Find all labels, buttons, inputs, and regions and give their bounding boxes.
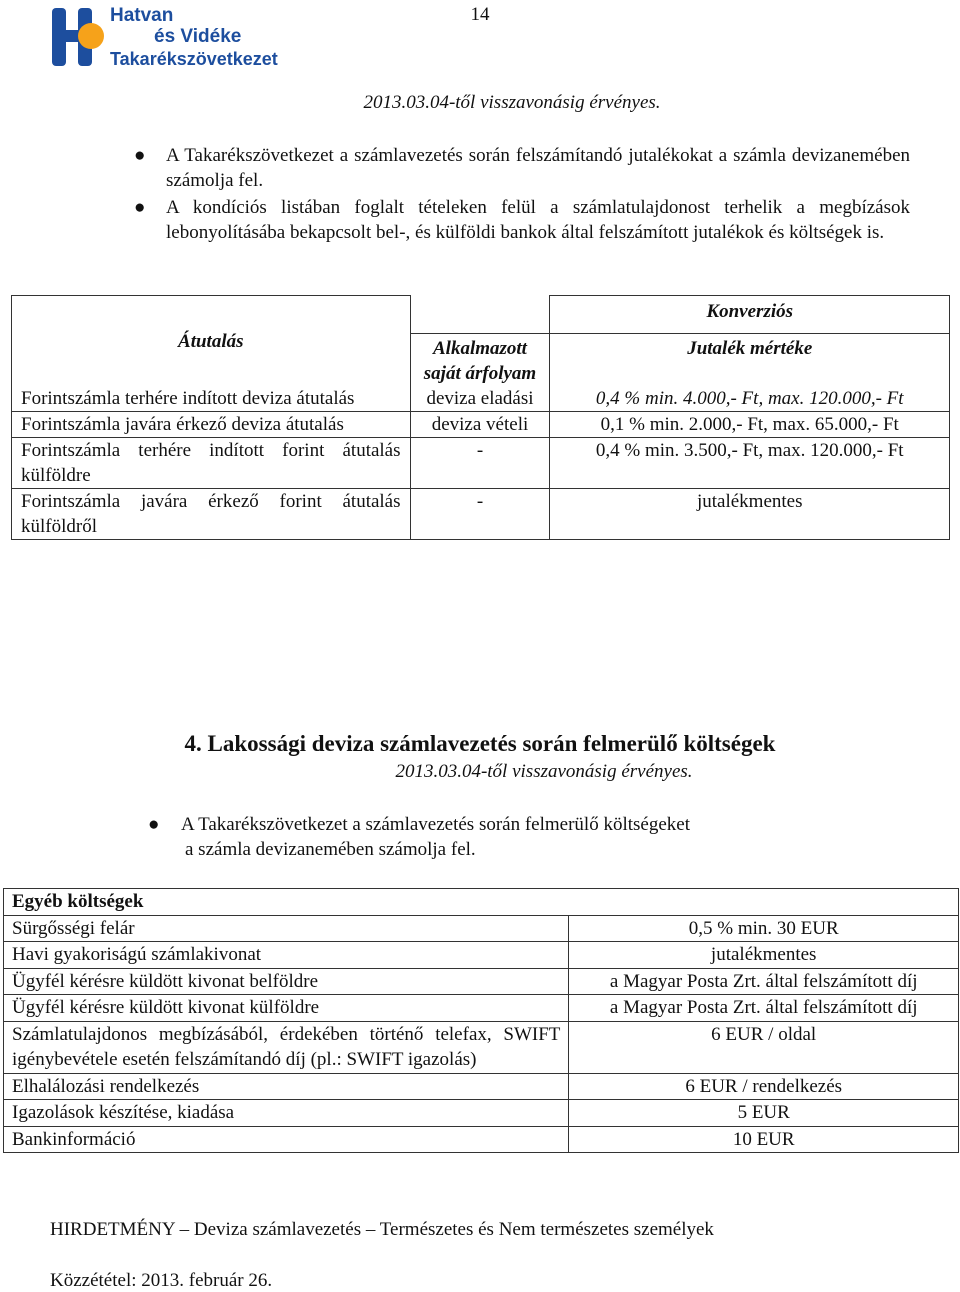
logo-line-2: és Vidéke bbox=[154, 26, 242, 47]
table-row bbox=[12, 438, 950, 489]
cost-label: Havi gyakoriságú számlakivonat bbox=[4, 942, 569, 969]
cost-value: a Magyar Posta Zrt. által felszámított díj bbox=[569, 968, 959, 995]
bullet-text-line: a számla devizanemében számolja fel. bbox=[185, 839, 476, 860]
header-atutalas: Átutalás bbox=[12, 296, 411, 387]
header-konverzios: Konverziós bbox=[550, 296, 950, 334]
table-row bbox=[4, 889, 959, 916]
bullet-item bbox=[134, 143, 910, 193]
cost-label: Elhalálozási rendelkezés bbox=[4, 1073, 569, 1100]
cost-value: jutalékmentes bbox=[569, 942, 959, 969]
cost-value: 0,5 % min. 30 EUR bbox=[569, 915, 959, 942]
cost-label: Ügyfél kérésre küldött kivonat belföldre bbox=[4, 968, 569, 995]
table-row bbox=[4, 1100, 959, 1127]
row-rate: deviza vételi bbox=[410, 412, 550, 438]
table-row bbox=[12, 386, 950, 412]
table-row bbox=[4, 1126, 959, 1153]
row-fee: 0,4 % min. 4.000,- Ft, max. 120.000,- Ft bbox=[550, 386, 950, 412]
row-label: Forintszámla javára érkező deviza átutalás bbox=[12, 412, 411, 438]
logo-sun-icon bbox=[78, 23, 104, 49]
other-costs-table bbox=[3, 888, 959, 1153]
bullet-icon: ● bbox=[134, 145, 146, 166]
cost-value: 10 EUR bbox=[569, 1126, 959, 1153]
bullet-text: A Takarékszövetkezet a számlavezetés során felszámítandó jutalékokat a számla devizanemében számolja fel. bbox=[166, 145, 910, 191]
page-number: 14 bbox=[470, 4, 490, 25]
bullet-text: A kondíciós listában foglalt tételeken felül a számlatulajdonost terhelik a megbízások lebonyolításába bekapcsolt bel-, és külföldi bankok által felszámított jutalékok és költségek is. bbox=[166, 197, 910, 243]
cost-label: Sürgősségi felár bbox=[4, 915, 569, 942]
cost-label: Számlatulajdonos megbízásából, érdekében történő telefax, SWIFT igénybevétele esetén felszámítandó díj (pl.: SWIFT igazolás) bbox=[4, 1021, 569, 1073]
table-row bbox=[12, 412, 950, 438]
header-spacer bbox=[410, 296, 550, 334]
logo-line-1: Hatvan bbox=[110, 5, 174, 26]
validity-note: 2013.03.04-től visszavonásig érvényes. bbox=[395, 761, 693, 782]
bullet-icon: ● bbox=[134, 197, 146, 218]
row-label: Forintszámla javára érkező forint átutalás külföldről bbox=[12, 489, 411, 540]
bullet-icon: ● bbox=[148, 814, 160, 835]
section-title: 4. Lakossági deviza számlavezetés során felmerülő költségek bbox=[184, 731, 776, 756]
table-row bbox=[4, 1021, 959, 1073]
table-row bbox=[4, 942, 959, 969]
conversion-fee-table bbox=[11, 295, 950, 540]
table-row bbox=[4, 1073, 959, 1100]
header-jutalek: Jutalék mértéke bbox=[550, 334, 950, 387]
table-row bbox=[4, 915, 959, 942]
cost-value: 6 EUR / rendelkezés bbox=[569, 1073, 959, 1100]
row-rate: deviza eladási bbox=[410, 386, 550, 412]
cost-label: Ügyfél kérésre küldött kivonat külföldre bbox=[4, 995, 569, 1022]
row-fee: jutalékmentes bbox=[550, 489, 950, 540]
table-row bbox=[4, 995, 959, 1022]
row-label: Forintszámla terhére indított forint átutalás külföldre bbox=[12, 438, 411, 489]
bullet-item bbox=[134, 195, 910, 245]
row-fee: 0,1 % min. 2.000,- Ft, max. 65.000,- Ft bbox=[550, 412, 950, 438]
row-label: Forintszámla terhére indított deviza átutalás bbox=[12, 386, 411, 412]
row-rate: - bbox=[410, 489, 550, 540]
footer-title: HIRDETMÉNY – Deviza számlavezetés – Természetes és Nem természetes személyek bbox=[50, 1219, 714, 1240]
table-row bbox=[4, 968, 959, 995]
row-rate: - bbox=[410, 438, 550, 489]
cost-value: a Magyar Posta Zrt. által felszámított díj bbox=[569, 995, 959, 1022]
row-fee: 0,4 % min. 3.500,- Ft, max. 120.000,- Ft bbox=[550, 438, 950, 489]
table-row bbox=[12, 489, 950, 540]
table-header: Egyéb költségek bbox=[4, 889, 959, 916]
validity-note: 2013.03.04-től visszavonásig érvényes. bbox=[363, 92, 661, 113]
bullet-item bbox=[148, 812, 881, 862]
cost-value: 6 EUR / oldal bbox=[569, 1021, 959, 1073]
logo-line-3: Takarékszövetkezet bbox=[110, 49, 278, 69]
footer-date: Közzététel: 2013. február 26. bbox=[50, 1270, 273, 1291]
bullet-text-line: A Takarékszövetkezet a számlavezetés során felmerülő költségeket bbox=[181, 814, 690, 835]
table-row bbox=[12, 296, 950, 334]
header-arfolyam: Alkalmazott saját árfolyam bbox=[410, 334, 550, 387]
cost-label: Igazolások készítése, kiadása bbox=[4, 1100, 569, 1127]
cost-label: Bankinformáció bbox=[4, 1126, 569, 1153]
cost-value: 5 EUR bbox=[569, 1100, 959, 1127]
